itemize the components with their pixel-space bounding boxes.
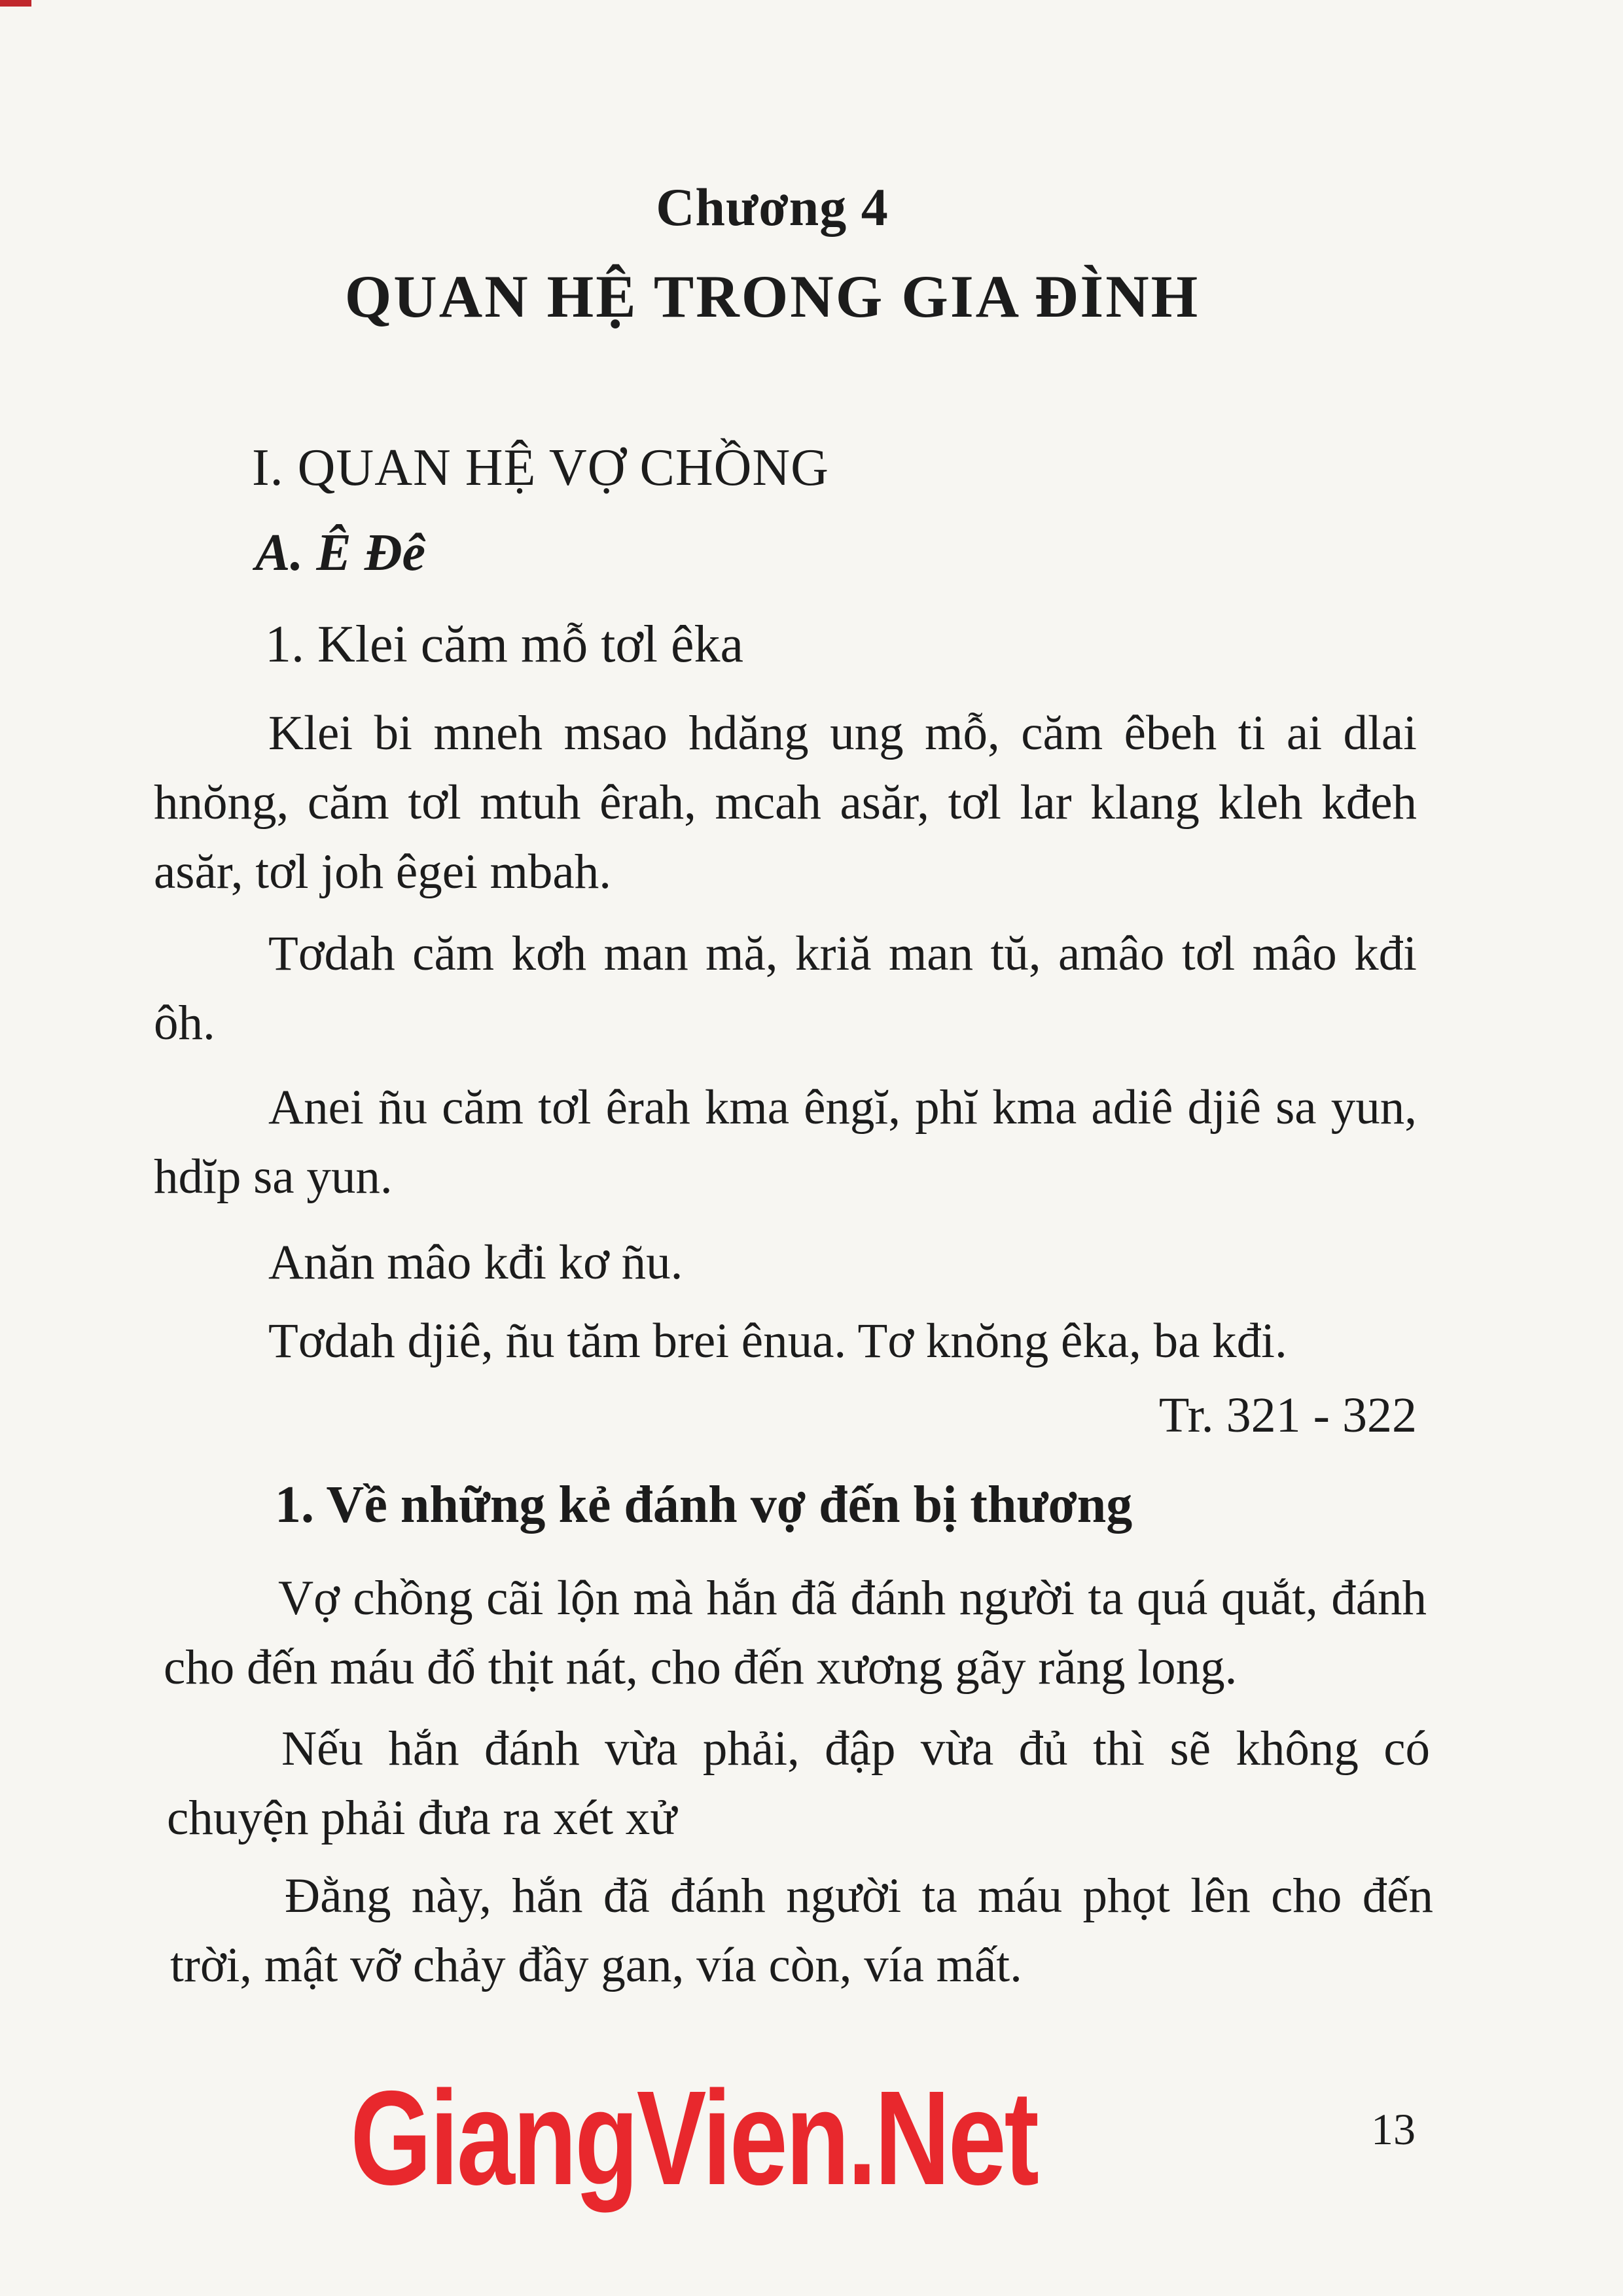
page-reference: Tr. 321 - 322 bbox=[1158, 1388, 1417, 1443]
ede-paragraph: Tơdah djiê, ñu tăm brei ênua. Tơ knŏng êka, ba kđi. bbox=[268, 1314, 1287, 1368]
subsection-heading: A. Ê Đê bbox=[255, 524, 425, 582]
ede-paragraph: Anei ñu căm tơl êrah kma êngĭ, phĭ kma adiê djiê sa yun, hdĭp sa yun. bbox=[154, 1080, 1417, 1204]
scan-corner-mark bbox=[0, 0, 31, 7]
ede-paragraph: Anăn mâo kđi kơ ñu. bbox=[268, 1235, 683, 1290]
watermark-logo: GiangVien.Net bbox=[350, 2063, 1037, 2213]
section-heading: I. QUAN HỆ VỢ CHỒNG bbox=[252, 439, 829, 497]
chapter-title: QUAN HỆ TRONG GIA ĐÌNH bbox=[344, 263, 1200, 330]
vi-paragraph: Đằng này, hắn đã đánh người ta máu phọt lên cho đến trời, mật vỡ chảy đầy gan, vía còn, vía mất. bbox=[170, 1869, 1433, 1992]
chapter-label: Chương 4 bbox=[656, 177, 889, 237]
ede-paragraph: Tơdah căm kơh man mă, kriă man tŭ, amâo tơl mâo kđi ôh. bbox=[154, 927, 1417, 1050]
vi-paragraph: Vợ chồng cãi lộn mà hắn đã đánh người ta quá quắt, đánh cho đến máu đổ thịt nát, cho đến xương gãy răng long. bbox=[164, 1571, 1427, 1695]
ede-item-heading: 1. Klei căm mỗ tơl êka bbox=[265, 616, 743, 673]
vi-item-heading: 1. Về những kẻ đánh vợ đến bị thương bbox=[275, 1476, 1133, 1534]
page-number: 13 bbox=[1371, 2104, 1416, 2154]
vi-paragraph: Nếu hắn đánh vừa phải, đập vừa đủ thì sẽ không có chuyện phải đưa ra xét xử bbox=[167, 1722, 1430, 1845]
ede-paragraph: Klei bi mneh msao hdăng ung mỗ, căm êbeh ti ai dlai hnŏng, căm tơl mtuh êrah, mcah asăr, tơl lar klang kleh kđeh asăr, tơl joh êgei mbah. bbox=[154, 706, 1417, 899]
